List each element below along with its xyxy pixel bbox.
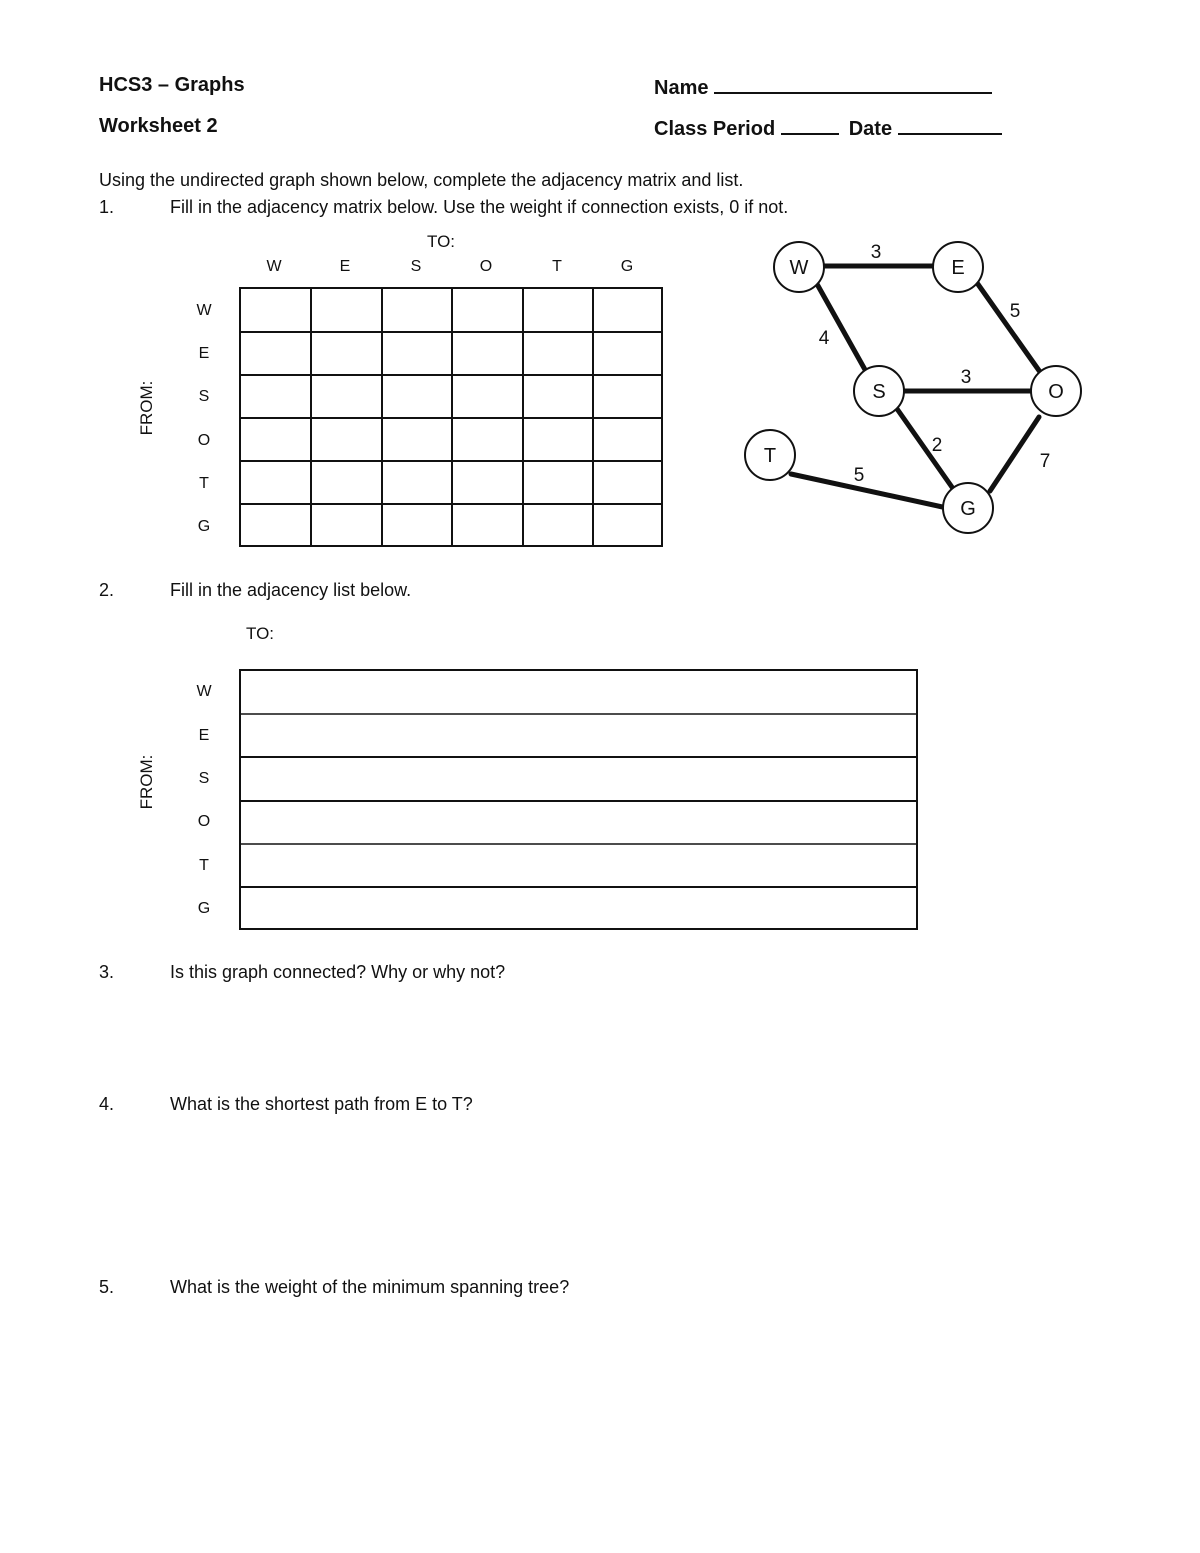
- matrix-row-o: O: [197, 432, 211, 449]
- edge-e-o: [975, 280, 1045, 379]
- edge-s-g: [895, 406, 954, 490]
- node-label-g: G: [960, 498, 976, 520]
- matrix-col-g: G: [620, 258, 634, 275]
- list-row-o: O: [197, 813, 211, 830]
- matrix-row-s: S: [198, 388, 210, 405]
- q4-text: What is the shortest path from E to T?: [170, 1094, 473, 1114]
- list-row-e: E: [198, 727, 210, 744]
- date-blank[interactable]: [898, 115, 1002, 135]
- q1-number: 1.: [99, 197, 115, 217]
- q2-number: 2.: [99, 580, 115, 600]
- name-field[interactable]: [654, 74, 992, 100]
- node-label-e: E: [951, 257, 965, 279]
- matrix-row-t: T: [199, 475, 209, 492]
- edge-weight-o-g: 7: [1039, 451, 1051, 472]
- edge-weight-t-g: 5: [853, 465, 865, 486]
- course-title: HCS3 – Graphs: [99, 74, 245, 96]
- q3-number: 3.: [99, 962, 115, 982]
- edge-weight-w-e: 3: [870, 242, 882, 263]
- list-row-g: G: [197, 900, 211, 917]
- list-row-s: S: [198, 770, 210, 787]
- q3-text: Is this graph connected? Why or why not?: [170, 962, 506, 982]
- matrix-row-g: G: [197, 518, 211, 535]
- adjacency-matrix: [239, 287, 663, 547]
- matrix-gridlines: [241, 289, 661, 545]
- name-label: Name: [654, 77, 709, 99]
- matrix-col-e: E: [339, 258, 351, 275]
- class-period-blank[interactable]: [781, 115, 839, 135]
- matrix-row-e: E: [198, 345, 210, 362]
- node-label-t: T: [763, 445, 777, 467]
- matrix-col-t: T: [552, 258, 562, 275]
- matrix-from-label: FROM:: [137, 380, 156, 436]
- node-label-w: W: [789, 257, 809, 279]
- list-to-label: TO:: [246, 624, 275, 643]
- node-label-o: O: [1048, 381, 1064, 403]
- weighted-graph: [735, 232, 1095, 542]
- edge-weight-s-g: 2: [931, 435, 943, 456]
- class-period-label: Class Period: [654, 118, 776, 140]
- edge-weight-e-o: 5: [1009, 301, 1021, 322]
- matrix-col-s: S: [410, 258, 422, 275]
- class-date-fields: [654, 115, 1002, 141]
- list-gridlines: [241, 671, 916, 928]
- matrix-col-o: O: [479, 258, 493, 275]
- edge-t-g: [791, 474, 947, 508]
- node-label-s: S: [872, 381, 886, 403]
- q2-text: Fill in the adjacency list below.: [170, 580, 412, 600]
- q5-number: 5.: [99, 1277, 115, 1297]
- edge-weight-s-o: 3: [960, 367, 972, 388]
- list-row-t: T: [199, 857, 209, 874]
- intro-text: Using the undirected graph shown below, complete the adjacency matrix and list.: [99, 170, 744, 190]
- matrix-col-w: W: [266, 258, 282, 275]
- matrix-to-label: TO:: [427, 232, 456, 251]
- q1-text: Fill in the adjacency matrix below. Use the weight if connection exists, 0 if not.: [170, 197, 789, 217]
- name-blank[interactable]: [714, 74, 992, 94]
- edge-o-g: [990, 417, 1039, 491]
- matrix-row-w: W: [196, 302, 212, 319]
- adjacency-list: [239, 669, 918, 930]
- edge-weight-w-s: 4: [818, 328, 830, 349]
- list-from-label: FROM:: [137, 754, 156, 810]
- q5-text: What is the weight of the minimum spanning tree?: [170, 1277, 570, 1297]
- q4-number: 4.: [99, 1094, 115, 1114]
- date-label: Date: [848, 118, 893, 140]
- worksheet-title: Worksheet 2: [99, 115, 218, 137]
- list-row-w: W: [196, 683, 212, 700]
